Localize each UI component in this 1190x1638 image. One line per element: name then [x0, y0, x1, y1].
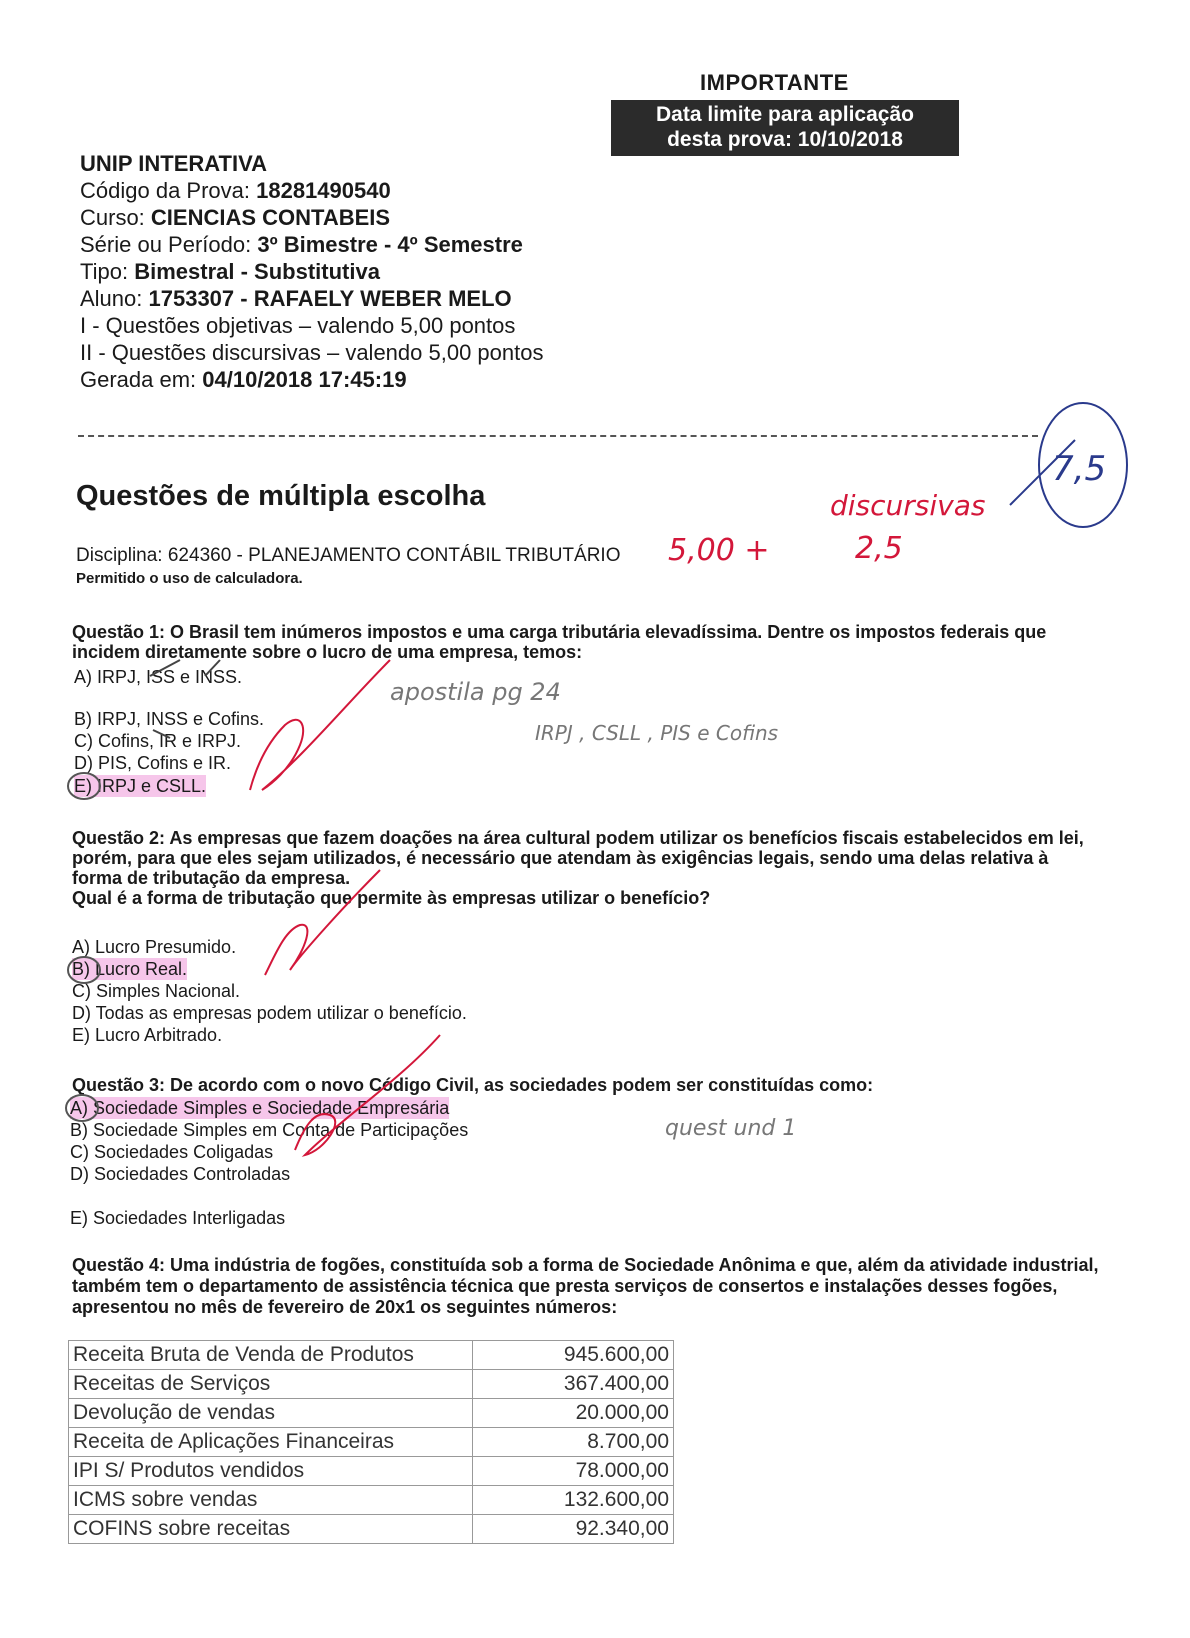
q1-note-apostila: apostila pg 24 — [390, 678, 561, 706]
row-value: 8.700,00 — [473, 1428, 674, 1457]
score-slash — [1010, 440, 1075, 505]
q3-option-c: C) Sociedades Coligadas — [70, 1142, 274, 1162]
row-label: Receita Bruta de Venda de Produtos — [69, 1341, 473, 1370]
question-stem: Questão 2: As empresas que fazem doações na área cultural podem utilizar os benefícios fiscais estabelecidos em lei, porém, para que eles sejam utilizados, é necessário que atendam às exigências legais, sendo uma delas relativa à forma de tributação da empresa. — [72, 828, 1084, 888]
q1-option-e-selected: E) IRPJ e CSLL. — [74, 776, 207, 796]
q1-option-c: C) Cofins, IR e IRPJ. — [74, 731, 242, 751]
row-value: 20.000,00 — [473, 1399, 674, 1428]
table-row — [69, 1486, 674, 1515]
generated-row: Gerada em: 04/10/2018 17:45:19 — [80, 367, 407, 392]
question-stem: Questão 1: O Brasil tem inúmeros impostos e uma carga tributária elevadíssima. Dentre os impostos federais que incidem diretamente sobre o lucro de uma empresa, temos: — [72, 622, 1047, 662]
row-label: IPI S/ Produtos vendidos — [69, 1457, 473, 1486]
discursivas-note: discursivas — [830, 489, 986, 522]
question-stem-2: Qual é a forma de tributação que permite às empresas utilizar o benefício? — [72, 888, 711, 908]
objective-score: 5,00 + — [668, 533, 770, 568]
row-value: 78.000,00 — [473, 1457, 674, 1486]
table-row — [69, 1428, 674, 1457]
student-row: Aluno: 1753307 - RAFAELY WEBER MELO — [80, 286, 512, 311]
course-row: Curso: CIENCIAS CONTABEIS — [80, 205, 391, 230]
q2-option-c: C) Simples Nacional. — [72, 981, 241, 1001]
q2-option-a: A) Lucro Presumido. — [72, 937, 237, 957]
table-row — [69, 1457, 674, 1486]
q3-option-d: D) Sociedades Controladas — [70, 1164, 291, 1184]
question-1 — [72, 622, 1100, 662]
q2-option-b-selected: B) Lucro Real. — [72, 959, 188, 979]
question-2 — [72, 828, 1100, 908]
discursivas-score: 2,5 — [855, 531, 903, 566]
table-row — [69, 1515, 674, 1544]
table-row — [69, 1370, 674, 1399]
q3-option-b: B) Sociedade Simples em Conta de Participações — [70, 1120, 469, 1140]
table-row — [69, 1341, 674, 1370]
q2-option-d: D) Todas as empresas podem utilizar o benefício. — [72, 1003, 467, 1023]
question-stem: Questão 3: De acordo com o novo Código Civil, as sociedades podem ser constituídas como: — [72, 1075, 874, 1095]
row-label: Receitas de Serviços — [69, 1370, 473, 1399]
discursive-row: II - Questões discursivas – valendo 5,00 pontos — [80, 340, 544, 365]
deadline-box — [611, 100, 959, 156]
discipline: Disciplina: 624360 - PLANEJAMENTO CONTÁBIL TRIBUTÁRIO — [76, 545, 621, 566]
row-value: 945.600,00 — [473, 1341, 674, 1370]
q1-note-taxes: IRPJ , CSLL , PIS e Cofins — [535, 721, 779, 745]
q1-option-d: D) PIS, Cofins e IR. — [74, 753, 232, 773]
row-label: COFINS sobre receitas — [69, 1515, 473, 1544]
calculator-note: Permitido o uso de calculadora. — [76, 570, 303, 587]
deadline-line2: desta prova: 10/10/2018 — [667, 128, 903, 151]
exam-header — [80, 150, 543, 393]
score-circle — [1039, 403, 1127, 527]
q1-check-mark — [250, 660, 390, 790]
row-value: 92.340,00 — [473, 1515, 674, 1544]
row-value: 132.600,00 — [473, 1486, 674, 1515]
institution: UNIP INTERATIVA — [80, 151, 268, 176]
question-stem: Questão 4: Uma indústria de fogões, constituída sob a forma de Sociedade Anônima e que, além da atividade industrial, também tem o departamento de assistência técnica que presta serviços de consertos e instalações desses fogões, apresentou no mês de fevereiro de 20x1 os seguintes números: — [72, 1255, 1099, 1317]
important-title: IMPORTANTE — [700, 70, 849, 95]
deadline-line1: Data limite para aplicação — [656, 103, 914, 126]
q1-option-b: B) IRPJ, INSS e Cofins. — [74, 709, 265, 729]
objective-row: I - Questões objetivas – valendo 5,00 pontos — [80, 313, 516, 338]
section-title: Questões de múltipla escolha — [76, 480, 486, 512]
row-label: Receita de Aplicações Financeiras — [69, 1428, 473, 1457]
divider — [78, 435, 1038, 437]
score-text: 7,5 — [1052, 449, 1107, 489]
row-value: 367.400,00 — [473, 1370, 674, 1399]
question-3 — [72, 1075, 1100, 1095]
q2-option-e: E) Lucro Arbitrado. — [72, 1025, 223, 1045]
row-label: ICMS sobre vendas — [69, 1486, 473, 1515]
period-row: Série ou Período: 3º Bimestre - 4º Semestre — [80, 232, 523, 257]
row-label: Devolução de vendas — [69, 1399, 473, 1428]
q3-note: quest und 1 — [665, 1116, 797, 1141]
q3-option-e: E) Sociedades Interligadas — [70, 1208, 286, 1228]
financial-table — [68, 1340, 674, 1544]
question-4 — [72, 1255, 1100, 1318]
table-row — [69, 1399, 674, 1428]
q3-option-a-selected: A) Sociedade Simples e Sociedade Empresária — [70, 1098, 450, 1118]
q1-option-a: A) IRPJ, ISS e INSS. — [74, 667, 243, 687]
exam-code-row: Código da Prova: 18281490540 — [80, 178, 391, 203]
type-row: Tipo: Bimestral - Substitutiva — [80, 259, 380, 284]
